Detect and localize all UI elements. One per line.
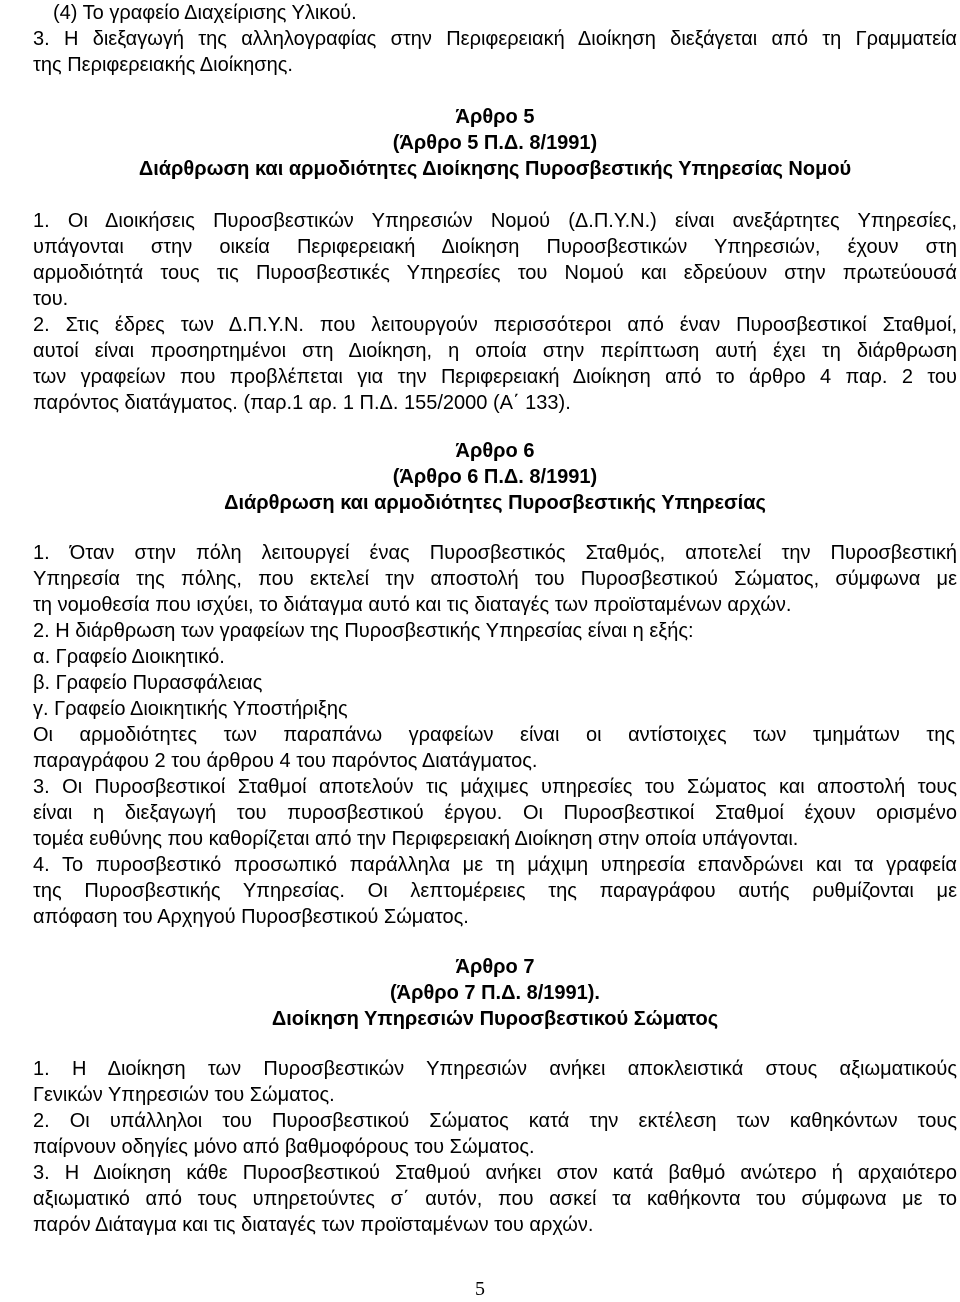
paragraph-line: απόφαση του Αρχηγού Πυροσβεστικού Σώματος. <box>33 906 469 928</box>
paragraph-line: 4. Το πυροσβεστικό προσωπικό παράλληλα με τη μάχιμη υπηρεσία επανδρώνει και τα γραφεία <box>33 854 957 876</box>
paragraph-line: τη νομοθεσία που ισχύει, το διάταγμα αυτό και τις διαταγές των προϊσταμένων αρχών. <box>33 594 792 616</box>
paragraph-line: παρόντος διατάγματος. (παρ.1 αρ. 1 Π.Δ. 155/2000 (Α΄ 133). <box>33 392 571 414</box>
article-7-reference: (Άρθρο 7 Π.Δ. 8/1991). <box>390 982 600 1004</box>
paragraph-line: Υπηρεσία της πόλης, που εκτελεί την αποστολή του Πυροσβεστικού Σώματος, σύμφωνα με <box>33 568 957 590</box>
paragraph-line: 3. Οι Πυροσβεστικοί Σταθμοί αποτελούν τις μάχιμες υπηρεσίες του Σώματος και αποστολή τους <box>33 776 957 798</box>
paragraph-line: υπάγονται στην οικεία Περιφερειακή Διοίκηση Πυροσβεστικών Υπηρεσιών, έχουν στη <box>33 236 957 258</box>
item-line: (4) Το γραφείο Διαχείρισης Υλικού. <box>53 2 357 24</box>
paragraph-line: Οι αρμοδιότητες των παραπάνω γραφείων είναι οι αντίστοιχες των τμημάτων της <box>33 724 955 746</box>
paragraph-line: παρόν Διάταγμα και τις διαταγές των προϊσταμένων του αρχών. <box>33 1214 594 1236</box>
list-item: γ. Γραφείο Διοικητικής Υποστήριξης <box>33 698 348 720</box>
paragraph-line: 2. Στις έδρες των Δ.Π.Υ.Ν. που λειτουργούν περισσότεροι από έναν Πυροσβεστικοί Σταθμοί, <box>33 314 957 336</box>
paragraph-line: του. <box>33 288 69 310</box>
article-7-title: Άρθρο 7 <box>455 956 535 978</box>
paragraph-line: αρμοδιότητά τους τις Πυροσβεστικές Υπηρεσίες του Νομού και εδρεύουν στην πρωτεύουσά <box>33 262 957 284</box>
paragraph-line: 1. Οι Διοικήσεις Πυροσβεστικών Υπηρεσιών Νομού (Δ.Π.Υ.Ν.) είναι ανεξάρτητες Υπηρεσίες, <box>33 210 957 232</box>
article-6-title: Άρθρο 6 <box>455 440 535 462</box>
paragraph-line: 3. Η διεξαγωγή της αλληλογραφίας στην Περιφερειακή Διοίκηση διεξάγεται από τη Γραμματεία <box>33 28 957 50</box>
paragraph-line: των γραφείων που προβλέπεται για την Περιφερειακή Διοίκηση από το άρθρο 4 παρ. 2 του <box>33 366 957 388</box>
paragraph-line: παίρνουν οδηγίες μόνο από βαθμοφόρους του Σώματος. <box>33 1136 535 1158</box>
paragraph-line: αυτοί είναι προσηρτημένοι στη Διοίκηση, η οποία στην περίπτωση αυτή έχει τη διάρθρωση <box>33 340 957 362</box>
article-7-heading: Διοίκηση Υπηρεσιών Πυροσβεστικού Σώματος <box>271 1008 719 1030</box>
paragraph-line: της Περιφερειακής Διοίκησης. <box>33 54 293 76</box>
page-number: 5 <box>475 1278 485 1300</box>
paragraph-line: Γενικών Υπηρεσιών του Σώματος. <box>33 1084 335 1106</box>
list-item: β. Γραφείο Πυρασφάλειας <box>33 672 263 694</box>
article-6-reference: (Άρθρο 6 Π.Δ. 8/1991) <box>392 466 598 488</box>
article-5-heading: Διάρθρωση και αρμοδιότητες Διοίκησης Πυροσβεστικής Υπηρεσίας Νομού <box>138 158 852 180</box>
paragraph-line: είναι η διεξαγωγή του πυροσβεστικού έργου. Οι Πυροσβεστικοί Σταθμοί έχουν ορισμένο <box>33 802 957 824</box>
paragraph-line: αξιωματικό από τους υπηρετούντες σ΄ αυτόν, που ασκεί τα καθήκοντα του σύμφωνα με το <box>33 1188 957 1210</box>
paragraph-line: παραγράφου 2 του άρθρου 4 του παρόντος Διατάγματος. <box>33 750 538 772</box>
article-6-heading: Διάρθρωση και αρμοδιότητες Πυροσβεστικής Υπηρεσίας <box>224 492 766 514</box>
paragraph-line: 1. Όταν στην πόλη λειτουργεί ένας Πυροσβεστικός Σταθμός, αποτελεί την Πυροσβεστική <box>33 542 957 564</box>
article-5-reference: (Άρθρο 5 Π.Δ. 8/1991) <box>392 132 598 154</box>
article-5-title: Άρθρο 5 <box>455 106 535 128</box>
paragraph-line: τομέα ευθύνης που καθορίζεται από την Περιφερειακή Διοίκηση στην οποία υπάγονται. <box>33 828 799 850</box>
list-item: α. Γραφείο Διοικητικό. <box>33 646 225 668</box>
paragraph-line: 1. Η Διοίκηση των Πυροσβεστικών Υπηρεσιών ανήκει αποκλειστικά στους αξιωματικούς <box>33 1058 957 1080</box>
paragraph-line: 2. Οι υπάλληλοι του Πυροσβεστικού Σώματος κατά την εκτέλεση των καθηκόντων τους <box>33 1110 957 1132</box>
paragraph-line: 2. Η διάρθρωση των γραφείων της Πυροσβεστικής Υπηρεσίας είναι η εξής: <box>33 620 694 642</box>
paragraph-line: της Πυροσβεστικής Υπηρεσίας. Οι λεπτομέρειες της παραγράφου αυτής ρυθμίζονται με <box>33 880 957 902</box>
paragraph-line: 3. Η Διοίκηση κάθε Πυροσβεστικού Σταθμού ανήκει στον κατά βαθμό ανώτερο ή αρχαιότερο <box>33 1162 957 1184</box>
